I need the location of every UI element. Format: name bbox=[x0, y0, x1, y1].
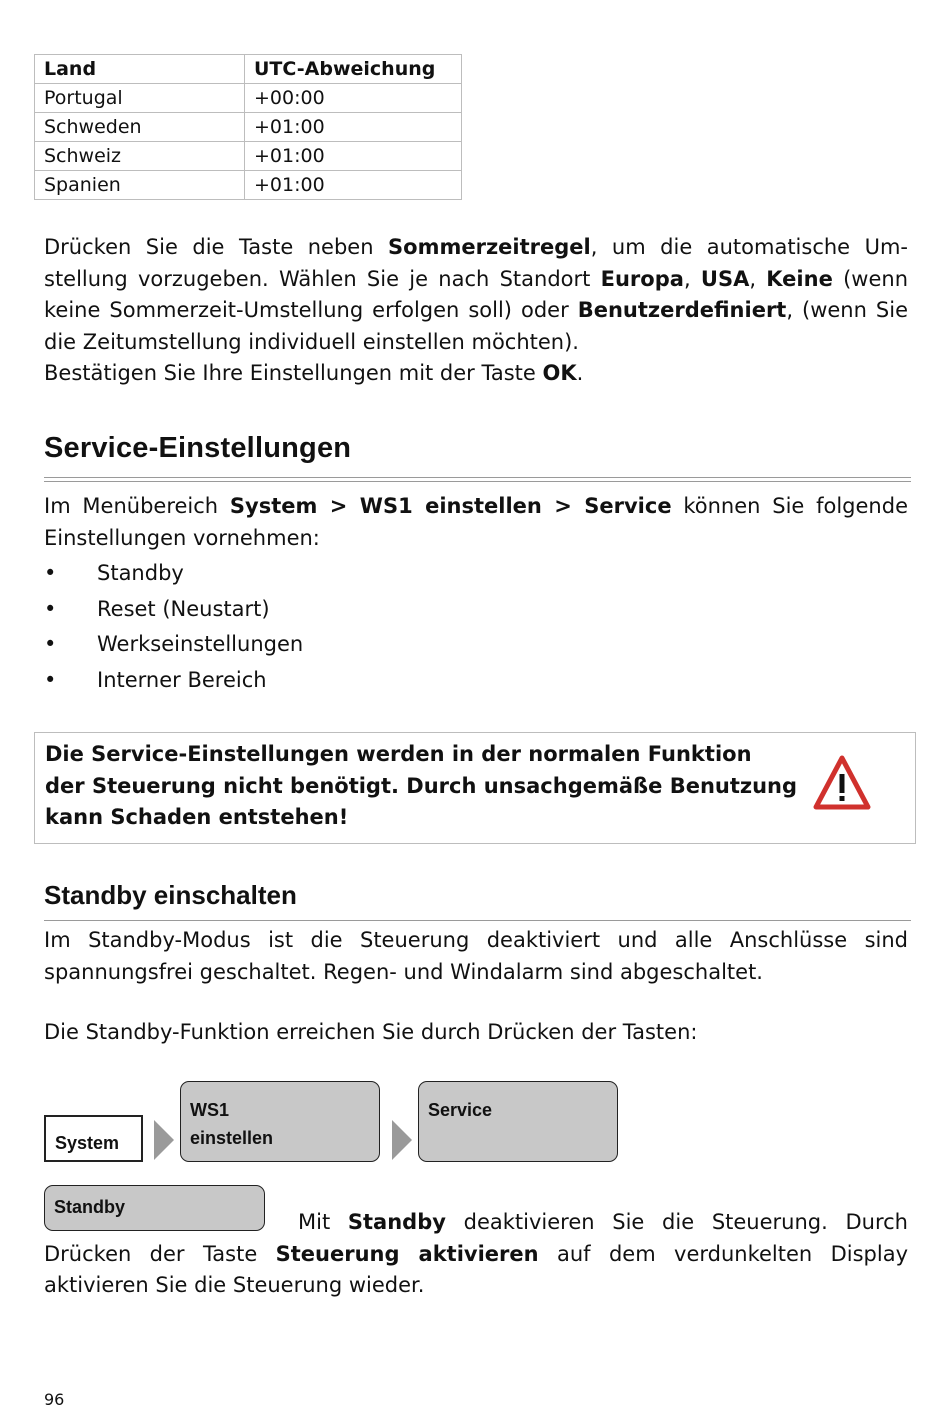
bold-text: Steuerung aktivieren bbox=[275, 1241, 539, 1266]
table-row bbox=[35, 113, 462, 142]
table-row bbox=[35, 142, 462, 171]
list-item-label: Interner Bereich bbox=[97, 667, 267, 692]
text: , um die automatische Umstellung vorzugeben. Wählen Sie je nach Standort bbox=[44, 235, 908, 291]
service-button[interactable] bbox=[418, 1081, 618, 1162]
text: Bestätigen Sie Ihre Einstellungen mit der Taste bbox=[44, 361, 543, 385]
standby-usage-paragraph bbox=[44, 1207, 908, 1302]
arrow-right-icon bbox=[152, 1118, 176, 1162]
warning-line: kann Schaden entstehen! bbox=[45, 805, 349, 829]
bullet-icon: • bbox=[44, 596, 57, 621]
table-cell: +00:00 bbox=[245, 84, 462, 113]
text: . bbox=[576, 361, 584, 385]
column-header-land: Land bbox=[35, 55, 245, 84]
table-cell: Schweiz bbox=[35, 142, 245, 171]
bullet-icon: • bbox=[44, 632, 57, 656]
list-item bbox=[44, 627, 303, 663]
bold-text: OK bbox=[542, 361, 577, 385]
warning-line: Die Service-Einstellungen werden in der normalen Funktion bbox=[45, 742, 752, 766]
button-label: einstellen bbox=[190, 1128, 274, 1148]
standby-description: Im Standby-Modus ist die Steuerung deaktiviert und alle Anschlüsse sind spannungsfrei geschaltet. Regen- und Windalarm sind abgeschaltet. bbox=[44, 928, 908, 984]
menu-path: System > WS1 einstellen > Service bbox=[229, 494, 672, 518]
standby-keys-intro: Die Standby-Funktion erreichen Sie durch Drücken der Tasten: bbox=[44, 1020, 698, 1044]
service-options-list bbox=[44, 556, 303, 698]
text: , bbox=[749, 266, 767, 291]
text: deaktivieren Sie die Steuerung. Durch Drücken der Taste bbox=[44, 1210, 908, 1266]
table-cell: +01:00 bbox=[245, 142, 462, 171]
service-intro-paragraph bbox=[44, 491, 908, 554]
table-cell: +01:00 bbox=[245, 113, 462, 142]
list-item-label: Werkseinstellungen bbox=[97, 632, 304, 656]
page-number: 96 bbox=[44, 1390, 65, 1409]
heading-divider bbox=[44, 477, 911, 482]
table-cell: Portugal bbox=[35, 84, 245, 113]
table-cell: +01:00 bbox=[245, 171, 462, 200]
button-label: Standby bbox=[54, 1197, 126, 1217]
list-item bbox=[44, 556, 303, 592]
button-label: System bbox=[55, 1133, 120, 1153]
bold-text: Keine bbox=[766, 266, 833, 291]
utc-offset-table bbox=[34, 54, 462, 200]
list-item bbox=[44, 663, 303, 699]
text: können Sie folgende Einstellungen vornehmen: bbox=[44, 494, 908, 550]
table-row bbox=[35, 171, 462, 200]
warning-text bbox=[45, 739, 815, 834]
button-label: Service bbox=[428, 1100, 493, 1120]
text: Mit bbox=[298, 1210, 348, 1234]
text: Drücken Sie die Taste neben bbox=[44, 235, 389, 259]
button-label: WS1 bbox=[190, 1100, 230, 1120]
table-row bbox=[35, 84, 462, 113]
bold-text: USA bbox=[700, 266, 750, 291]
section-heading-standby: Standby einschalten bbox=[44, 880, 297, 910]
section-heading-service: Service-Einstellungen bbox=[44, 432, 352, 464]
ws1-einstellen-button[interactable] bbox=[180, 1081, 380, 1162]
table-cell: Schweden bbox=[35, 113, 245, 142]
list-item-label: Standby bbox=[97, 561, 184, 585]
system-button[interactable] bbox=[44, 1115, 143, 1162]
bold-text: Standby bbox=[347, 1210, 446, 1234]
table-cell: Spanien bbox=[35, 171, 245, 200]
heading-divider bbox=[44, 920, 911, 921]
bold-text: Sommerzeitregel bbox=[388, 235, 591, 259]
text: (wenn keine Sommerzeit-Umstellung erfolgen soll) oder bbox=[44, 266, 909, 322]
table-header-row bbox=[35, 55, 462, 84]
list-item-label: Reset (Neustart) bbox=[97, 596, 270, 621]
column-header-utc: UTC-Abweichung bbox=[245, 55, 462, 84]
bold-text: Europa bbox=[600, 266, 684, 291]
bold-text: Benutzerdefiniert bbox=[577, 298, 787, 322]
arrow-right-icon bbox=[390, 1118, 414, 1162]
list-item bbox=[44, 592, 303, 628]
warning-triangle-icon bbox=[813, 755, 871, 811]
bullet-icon: • bbox=[44, 667, 57, 692]
dst-rule-paragraph bbox=[44, 232, 908, 358]
text: , bbox=[683, 266, 701, 291]
text: , (wenn Sie die Zeitumstellung individuell einstellen möchten). bbox=[44, 298, 908, 354]
text: Im Menübereich bbox=[44, 494, 230, 518]
bullet-icon: • bbox=[44, 561, 57, 585]
confirm-paragraph bbox=[44, 358, 908, 390]
text: auf dem verdunkelten Display aktivieren Sie die Steuerung wieder. bbox=[44, 1241, 908, 1297]
warning-line: der Steuerung nicht benötigt. Durch unsachgemäße Benutzung bbox=[45, 773, 798, 798]
warning-box bbox=[34, 732, 916, 844]
